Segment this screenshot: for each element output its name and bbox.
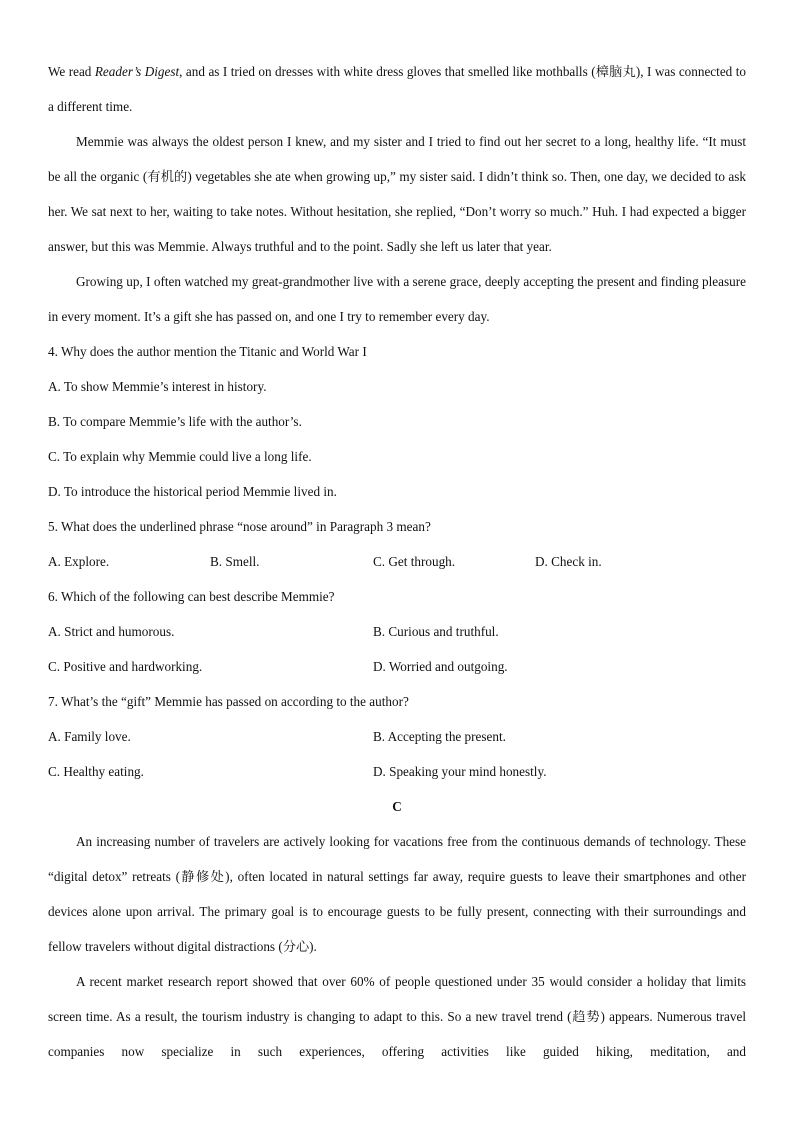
question-5-option-a: A. Explore.: [48, 554, 110, 569]
question-5-options: [48, 544, 746, 579]
question-7-options-row-2: [48, 754, 746, 789]
question-5-stem: 5. What does the underlined phrase “nose around” in Paragraph 3 mean?: [48, 519, 431, 534]
question-5-option-b: B. Smell.: [210, 554, 260, 569]
question-7-option-c: C. Healthy eating.: [48, 764, 144, 779]
document-page: [48, 54, 746, 1069]
question-6-option-c: C. Positive and hardworking.: [48, 659, 203, 674]
section-c-paragraph-1: An increasing number of travelers are actively looking for vacations free from the continuous demands of technology. These “digital detox” retreats (静修处), often located in natural settings far away, require guests to leave their smartphones and other devices alone upon arrival. The primary goal is to encourage guests to be fully present, connecting with their surroundings and fellow travelers without digital distractions (分心).: [48, 834, 746, 954]
passage-b-paragraph-3: Growing up, I often watched my great-grandmother live with a serene grace, deeply accepting the present and finding pleasure in every moment. It’s a gift she has passed on, and one I try to remember every day.: [48, 274, 746, 324]
question-6-option-b: B. Curious and truthful.: [373, 624, 499, 639]
question-4-option-c: C. To explain why Memmie could live a long life.: [48, 449, 312, 464]
text-run: We read: [48, 64, 95, 79]
section-c-paragraph-2: A recent market research report showed that over 60% of people questioned under 35 would consider a holiday that limits screen time. As a result, the tourism industry is changing to adapt to this. So a new travel trend (趋势) appears. Numerous travel companies now specialize in such experiences, offering activities like guided hiking, meditation, and: [48, 974, 746, 1059]
question-4-stem: 4. Why does the author mention the Titanic and World War I: [48, 344, 367, 359]
question-6-stem: 6. Which of the following can best describe Memmie?: [48, 589, 335, 604]
question-7-stem: 7. What’s the “gift” Memmie has passed on according to the author?: [48, 694, 409, 709]
question-7-option-a: A. Family love.: [48, 729, 131, 744]
question-4-option-b: B. To compare Memmie’s life with the author’s.: [48, 414, 302, 429]
passage-b-paragraph-2: Memmie was always the oldest person I knew, and my sister and I tried to find out her secret to a long, healthy life. “It must be all the organic (有机的) vegetables she ate when growing up,” my sister said. I didn’t think so. Then, one day, we decided to ask her. We sat next to her, waiting to take notes. Without hesitation, she replied, “Don’t worry so much.” Huh. I had expected a bigger answer, but this was Memmie. Always truthful and to the point. Sadly she left us later that year.: [48, 134, 746, 254]
question-7-option-b: B. Accepting the present.: [373, 729, 506, 744]
question-4-option-a: A. To show Memmie’s interest in history.: [48, 379, 267, 394]
question-6-options-row-1: [48, 614, 746, 649]
section-c-title: C: [392, 799, 402, 814]
question-7-option-d: D. Speaking your mind honestly.: [373, 764, 547, 779]
passage-b-paragraph-1: [48, 54, 746, 124]
text-run: , and as I tried on dresses with white dress gloves that smelled like mothballs (樟脑丸), I was connected to a different time.: [48, 64, 746, 114]
question-5-option-d: D. Check in.: [535, 554, 602, 569]
question-5-option-c: C. Get through.: [373, 554, 456, 569]
question-6-option-d: D. Worried and outgoing.: [373, 659, 508, 674]
question-4-option-d: D. To introduce the historical period Memmie lived in.: [48, 484, 337, 499]
magazine-title: Reader’s Digest: [94, 64, 180, 79]
question-6-options-row-2: [48, 649, 746, 684]
question-7-options-row-1: [48, 719, 746, 754]
question-6-option-a: A. Strict and humorous.: [48, 624, 175, 639]
